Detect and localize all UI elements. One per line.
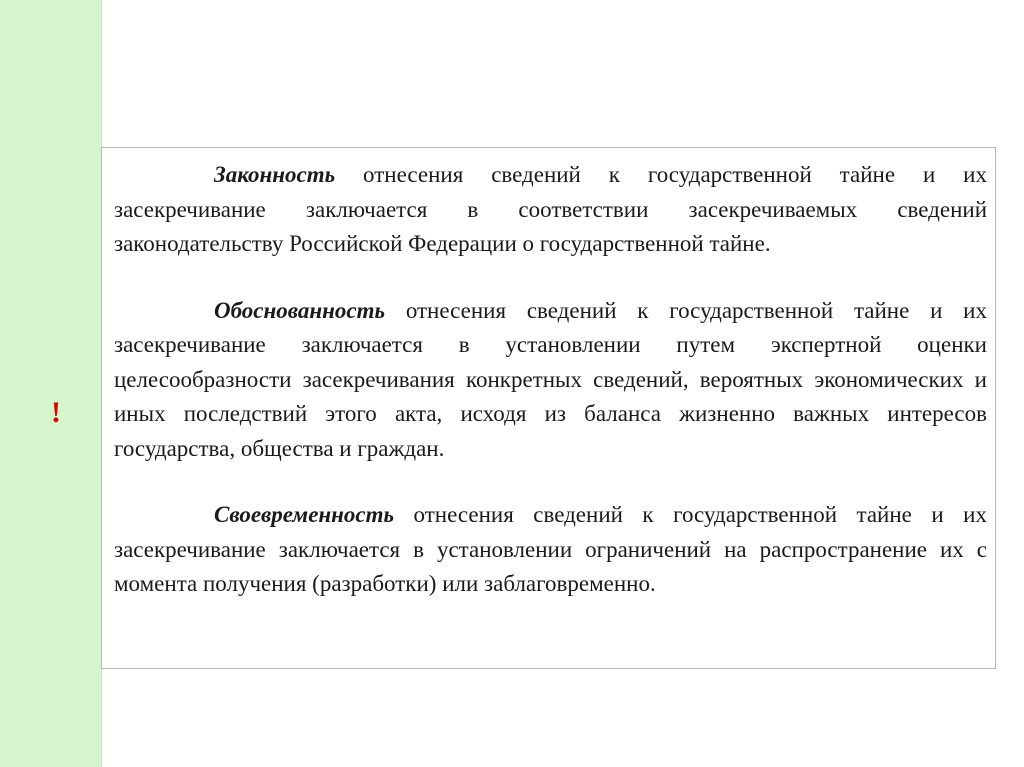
term-legality: Законность <box>214 162 336 187</box>
content-panel <box>101 147 996 669</box>
paragraph-timeliness <box>114 498 987 602</box>
paragraph-legality <box>114 158 987 262</box>
paragraph-validity <box>114 294 987 467</box>
exclamation-mark-icon: ! <box>51 396 61 429</box>
paragraph-legality-text: отнесения сведений к государственной тайне и их засекречивание заключается в соответствии засекречиваемых сведений законодательству Российской Федерации о государственной тайне. <box>114 162 987 256</box>
paragraph-timeliness-text: отнесения сведений к государственной тайне и их засекречивание заключается в установлении ограничений на распространение их с момента получения (разработки) или заблаговременно. <box>114 502 987 596</box>
paragraph-validity-text: отнесения сведений к государственной тайне и их засекречивание заключается в установлении путем экспертной оценки целесообразности засекречивания конкретных сведений, вероятных экономических и иных последствий этого акта, исходя из баланса жизненно важных интересов государства, общества и граждан. <box>114 297 987 461</box>
term-timeliness: Своевременность <box>214 502 395 527</box>
term-validity: Обоснованность <box>214 297 386 323</box>
left-sidebar-band <box>0 0 102 767</box>
